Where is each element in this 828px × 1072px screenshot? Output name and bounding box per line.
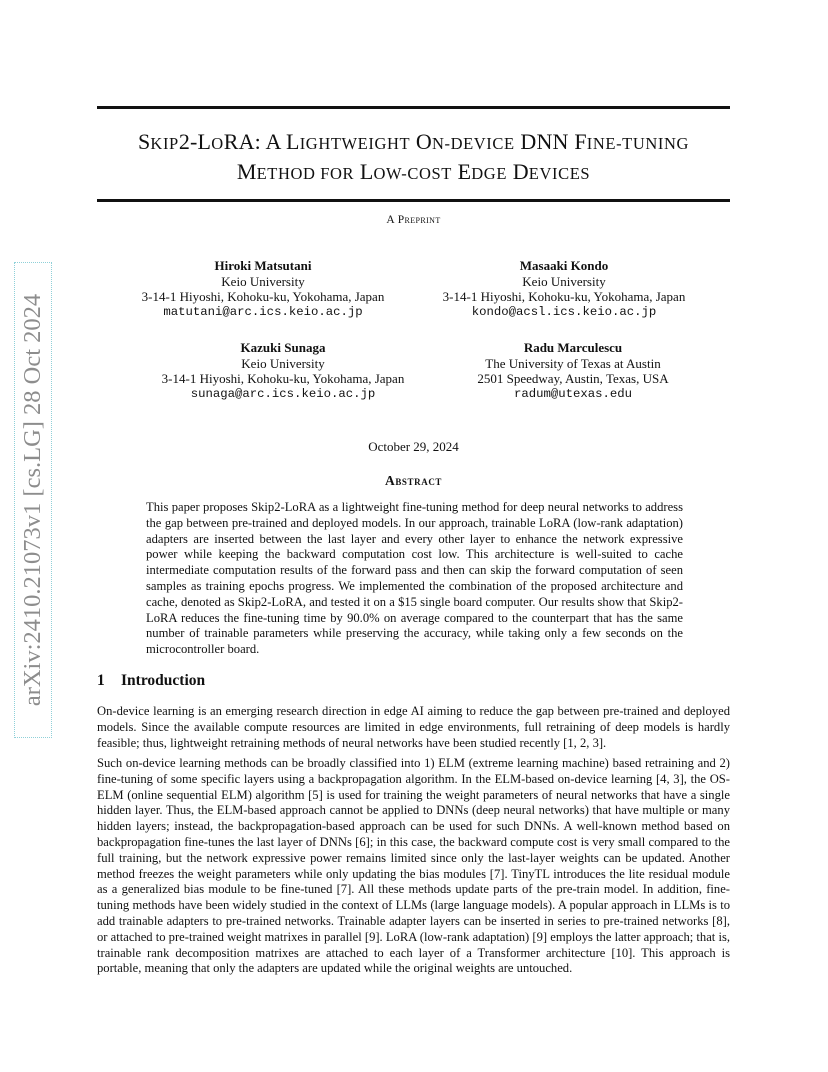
author-address: 3-14-1 Hiyoshi, Kohoku-ku, Yokohama, Japan [141, 289, 385, 304]
author-affiliation: Keio University [522, 273, 606, 289]
author-affiliation: Keio University [241, 355, 325, 371]
author-name: Kazuki Sunaga [240, 340, 326, 355]
author-block [409, 258, 719, 320]
author-affiliation: Keio University [221, 273, 305, 289]
author-block [128, 340, 438, 402]
author-name: Masaaki Kondo [519, 258, 609, 273]
title-line-2: METHOD FOR LOW-COST EDGE DEVICES [236, 159, 591, 184]
publication-date: October 29, 2024 [368, 439, 459, 454]
section-title: Introduction [121, 672, 206, 689]
title-line-1: SKIP2-LORA: A LIGHTWEIGHT ON-DEVICE DNN FINE-TUNING [137, 129, 690, 154]
author-email[interactable]: kondo@acsl.ics.keio.ac.jp [471, 304, 657, 319]
section-heading [97, 672, 205, 690]
title-rule-top [97, 106, 730, 109]
section-number: 1 [97, 672, 105, 689]
author-affiliation: The University of Texas at Austin [485, 355, 661, 371]
author-address: 2501 Speedway, Austin, Texas, USA [477, 371, 669, 386]
author-email[interactable]: radum@utexas.edu [513, 386, 633, 401]
author-email[interactable]: sunaga@arc.ics.keio.ac.jp [190, 386, 376, 401]
author-name: Radu Marculescu [523, 340, 623, 355]
paper-title [97, 128, 730, 188]
author-block [418, 340, 728, 402]
title-rule-bottom [97, 199, 730, 202]
abstract-heading: Abstract [384, 473, 443, 488]
author-email[interactable]: matutani@arc.ics.keio.ac.jp [163, 304, 363, 319]
body-paragraph: On-device learning is an emerging research direction in edge AI aiming to reduce the gap between pre-trained and deployed models. Since the available compute resources are limited in edge environments, full retraining of deep models is hardly feasible; thus, lightweight retraining methods of neural networks have been studied recently [1, 2, 3]. [97, 704, 730, 750]
abstract-text: This paper proposes Skip2-LoRA as a lightweight fine-tuning method for deep neural networks to address the gap between pre-trained and deployed models. In our approach, trainable LoRA (low-rank adaptation) adapters are inserted between the last layer and every other layer to enhance the network expressive power while keeping the backward computation cost low. This architecture is well-suited to cache intermediate computation results of the forward pass and then can skip the forward computation of seen samples as training epochs progress. We implemented the combination of the proposed architecture and cache, denoted as Skip2-LoRA, and tested it on a $15 single board computer. Our results show that Skip2-LoRA reduces the fine-tuning time by 90.0% on average compared to the counterpart that has the same number of trainable parameters while preserving the accuracy, while taking only a few seconds on the microcontroller board. [146, 500, 683, 657]
body-paragraph: Such on-device learning methods can be broadly classified into 1) ELM (extreme learning machine) based retraining and 2) fine-tuning of some specific layers using a backpropagation algorithm. In the ELM-based on-device learning [4, 3], the OS-ELM (online sequential ELM) algorithm [5] is used for training the weight parameters of neural networks that have a single hidden layer. Thus, the ELM-based approach cannot be applied to DNNs (deep neural networks) that have multiple or many hidden layers; instead, the backpropagation-based approach can be used for such DNNs. A well-known method based on backpropagation fine-tunes the last layer of DNNs [6]; in this case, the backward compute cost is very small compared to the full training, but the network expressive power remains limited since only the last-layer weights can be updated. Another method freezes the weight parameters while only updating the bias modules [7]. TinyTL introduces the lite residual module as a generalized bias module to be fine-tuned [7]. All these methods update parts of the pre-train model. In addition, fine-tuning methods have been widely studied in the context of LLMs (large language models). A popular approach in LLMs is to add trainable adapters to pre-trained networks. Trainable adapter layers can be inserted in series to pre-trained networks [8], or attached to pre-trained weight matrixes in parallel [9]. LoRA (low-rank adaptation) [9] employs the latter approach; that is, trainable rank decomposition matrixes are attached to each layer of a Transformer architecture [10]. This approach is portable, meaning that only the adapters are updated while the original weights are untouched. [97, 756, 730, 976]
author-address: 3-14-1 Hiyoshi, Kohoku-ku, Yokohama, Japan [442, 289, 686, 304]
author-name: Hiroki Matsutani [214, 258, 312, 273]
preprint-label: A Preprint [386, 214, 441, 226]
arxiv-stamp-text: arXiv:2410.21073v1 [cs.LG] 28 Oct 2024 [19, 293, 46, 707]
arxiv-stamp [14, 262, 52, 738]
author-address: 3-14-1 Hiyoshi, Kohoku-ku, Yokohama, Japan [161, 371, 405, 386]
author-block [108, 258, 418, 320]
